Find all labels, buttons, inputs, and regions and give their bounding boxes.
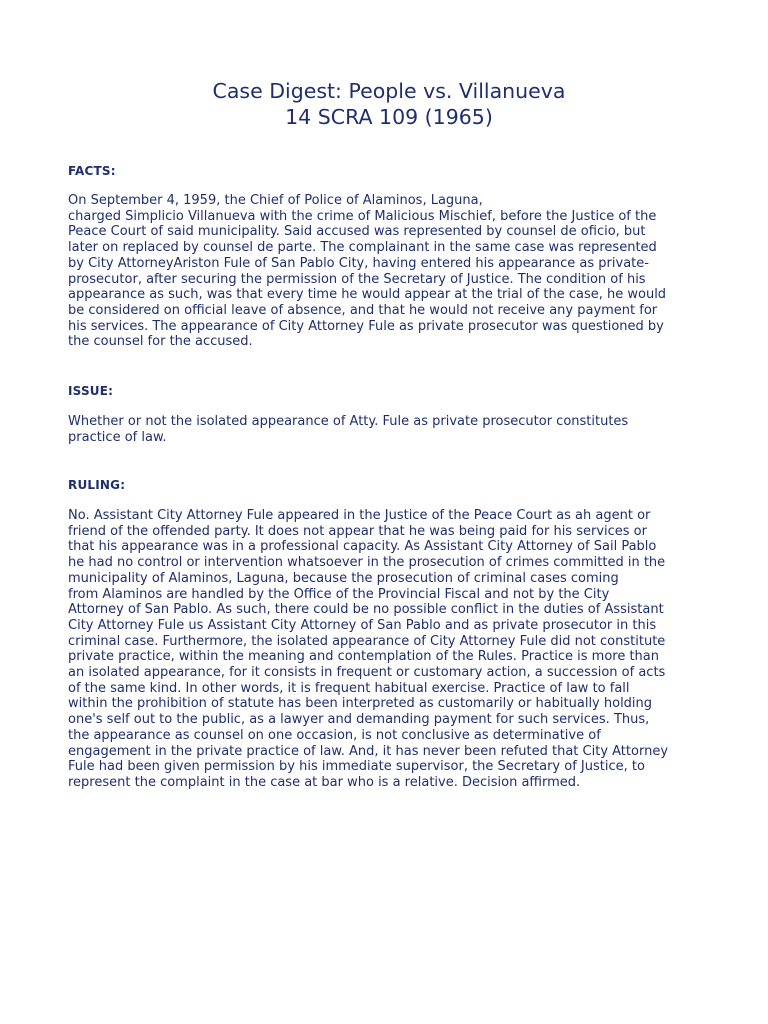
issue-heading: ISSUE:	[68, 384, 114, 398]
ruling-heading: RULING:	[68, 478, 126, 492]
title-line-citation: 14 SCRA 109 (1965)	[285, 105, 493, 129]
ruling-paragraph: No. Assistant City Attorney Fule appeared in the Justice of the Peace Court as ah agent or friend of the offended party. It does not appear that he was being paid for his services or that his appearance was in a professional capacity. As Assistant City Attorney of Sail Pablo he had no control or intervention whatsoever in the prosecution of crimes committed in the municipality of Alaminos, Laguna, because the prosecution of criminal cases coming from Alaminos are handled by the Office of the Provincial Fiscal and not by the City Attorney of San Pablo. As such, there could be no possible conflict in the duties of Assistant City Attorney Fule us Assistant City Attorney of San Pablo and as private prosecutor in this criminal case. Furthermore, the isolated appearance of City Attorney Fule did not constitute private practice, within the meaning and contemplation of the Rules. Practice is more than an isolated appearance, for it consists in frequent or customary action, a succession of acts of the same kind. In other words, it is frequent habitual exercise. Practice of law to fall within the prohibition of statute has been interpreted as customarily or habitually holding one's self out to the public, as a lawyer and demanding payment for such services. Thus, the appearance as counsel on one occasion, is not conclusive as determinative of engagement in the private practice of law. And, it has never been refuted that City Attorney Fule had been given permission by his immediate supervisor, the Secretary of Justice, to represent the complaint in the case at bar who is a relative. Decision affirmed.	[68, 508, 669, 790]
facts-paragraph: On September 4, 1959, the Chief of Police of Alaminos, Laguna, charged Simplicio Villanueva with the crime of Malicious Mischief, before the Justice of the Peace Court of said municipality. Said accused was represented by counsel de oficio, but later on replaced by counsel de parte. The complainant in the same case was represented by City AttorneyAriston Fule of San Pablo City, having entered his appearance as private- prosecutor, after securing the permission of the Secretary of Justice. The condition of his appearance as such, was that every time he would appear at the trial of the case, he would be considered on official leave of absence, and that he would not receive any payment for his services. The appearance of City Attorney Fule as private prosecutor was questioned by the counsel for the accused.	[68, 193, 667, 350]
issue-paragraph: Whether or not the isolated appearance of Atty. Fule as private prosecutor constitutes practice of law.	[68, 414, 629, 445]
document-title	[0, 78, 768, 130]
facts-heading: FACTS:	[68, 164, 116, 178]
title-line-case-name: Case Digest: People vs. Villanueva	[212, 79, 566, 103]
